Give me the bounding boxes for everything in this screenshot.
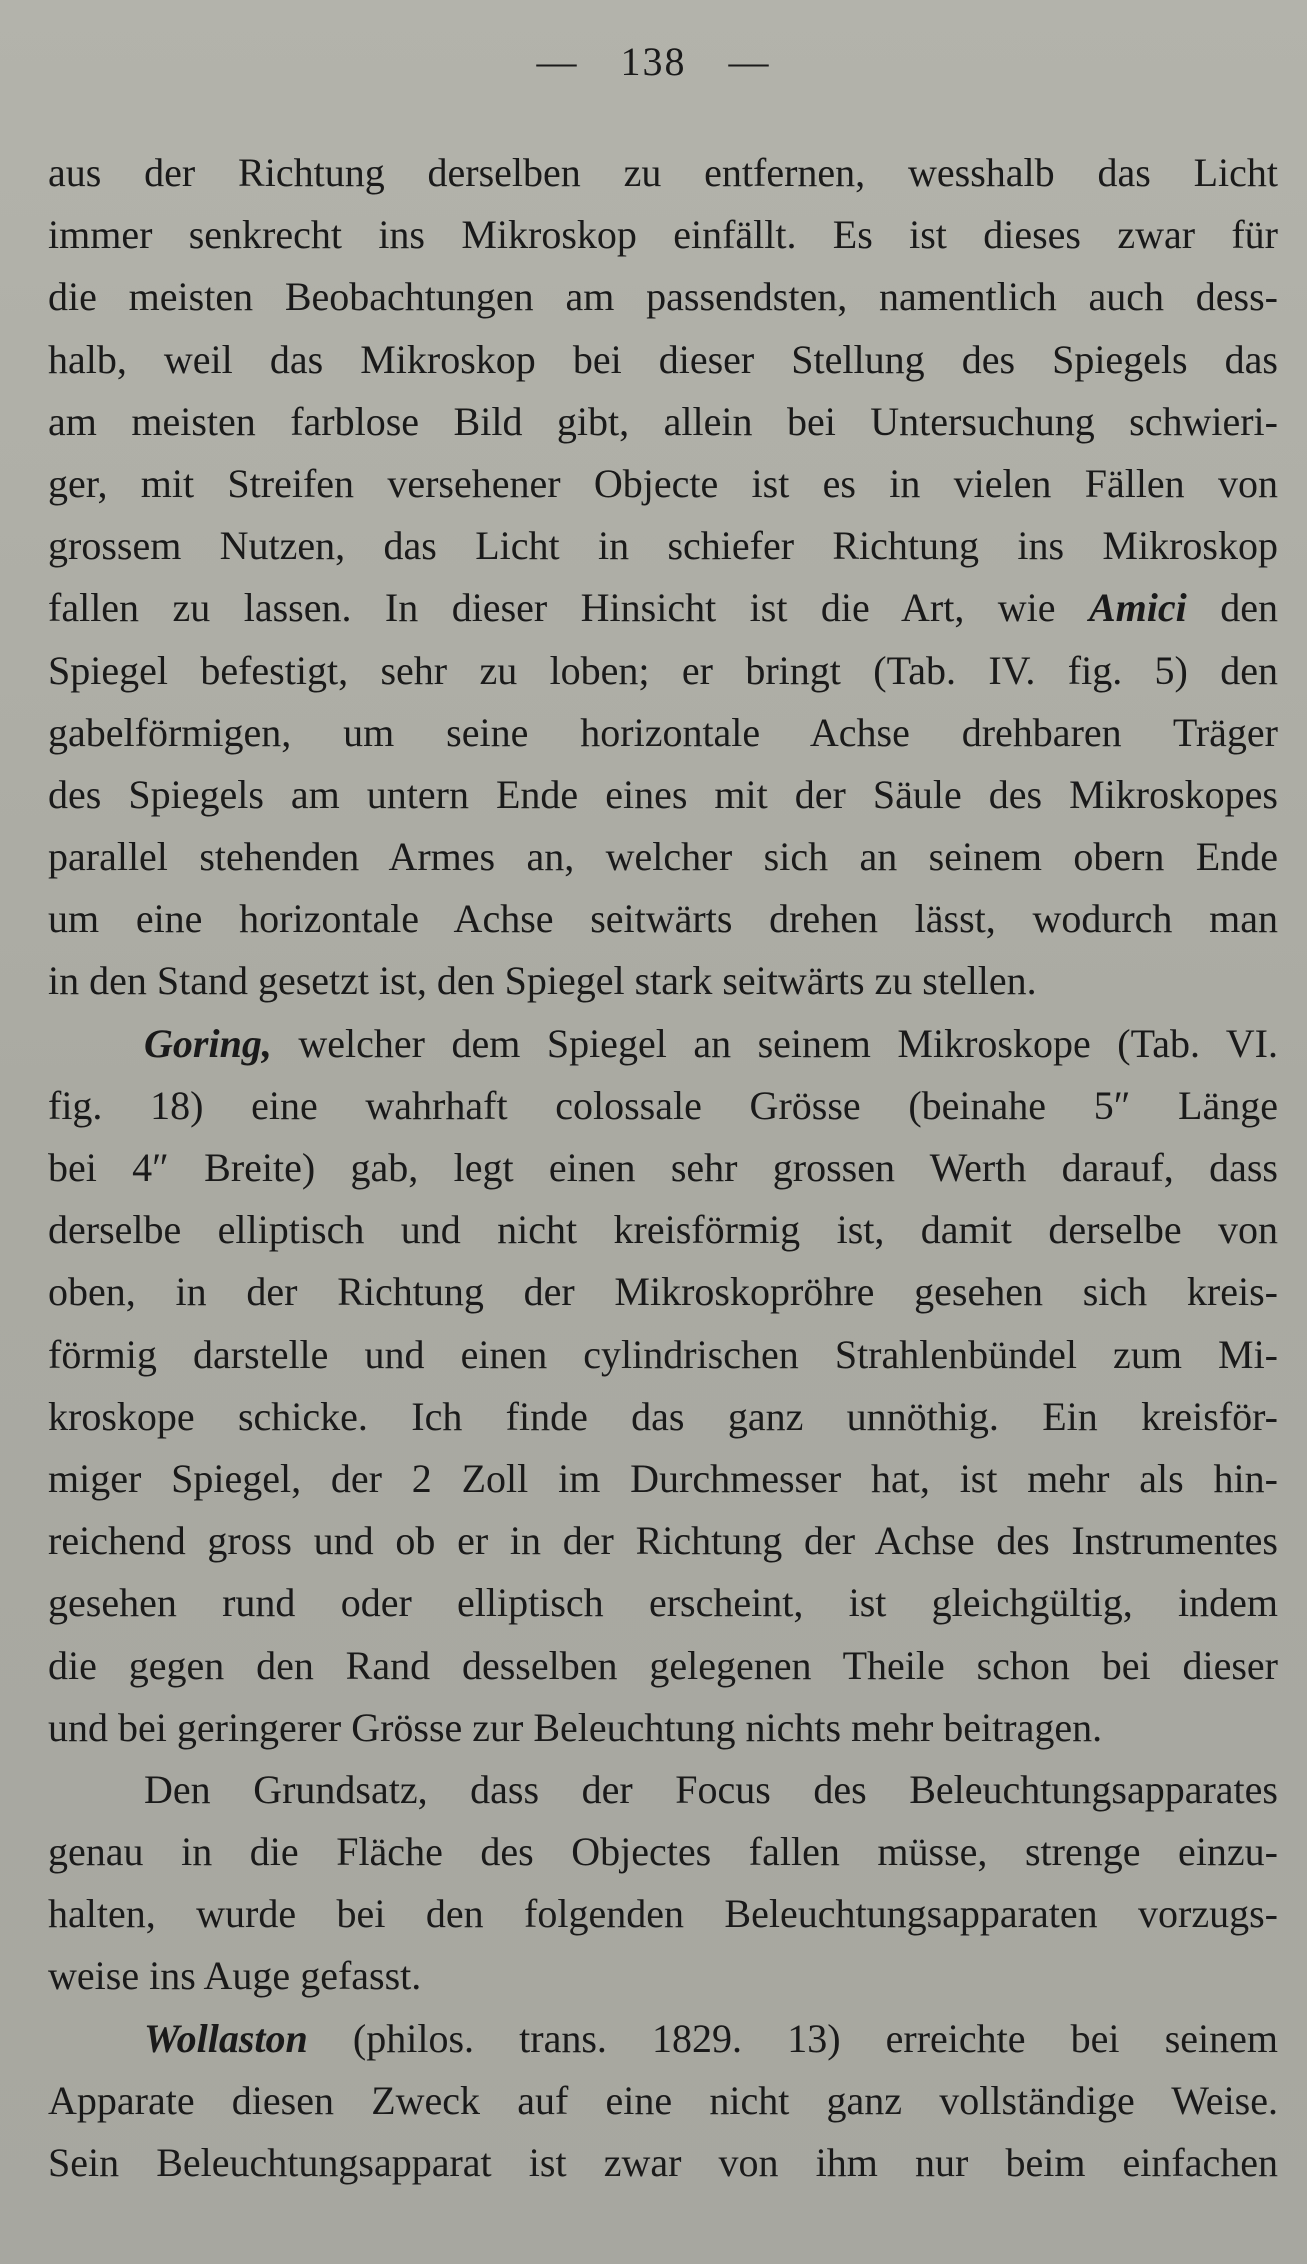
text-line [48, 2008, 1278, 2070]
page-number: 138 [620, 39, 687, 84]
text-line [48, 577, 1278, 639]
text-run: fallen zu lassen. In dieser Hinsicht ist die Art, wie [48, 585, 1089, 631]
text-line: Apparate diesen Zweck auf eine nicht ganz vollständige Weise. [48, 2077, 1278, 2123]
text-run: (philos. trans. 1829. 13) erreichte bei seinem [307, 2015, 1278, 2061]
text-line: die gegen den Rand desselben gelegenen Theile schon bei dieser [48, 1642, 1278, 1688]
text-line: Den Grundsatz, dass der Focus des Beleuchtungsapparates [144, 1766, 1278, 1812]
text-line: gabelförmigen, um seine horizontale Achse drehbaren Träger [48, 709, 1278, 755]
text-line: kroskope schicke. Ich finde das ganz unnöthig. Ein kreisför- [48, 1393, 1278, 1439]
text-line: miger Spiegel, der 2 Zoll im Durchmesser hat, ist mehr als hin- [48, 1455, 1278, 1501]
text-line: ger, mit Streifen versehener Objecte ist es in vielen Fällen von [48, 460, 1278, 506]
text-line: halb, weil das Mikroskop bei dieser Stellung des Spiegels das [48, 336, 1278, 382]
text-line: parallel stehenden Armes an, welcher sich an seinem obern Ende [48, 834, 1278, 880]
author-name: Goring, [144, 1020, 272, 1066]
text-line: fig. 18) eine wahrhaft colossale Grösse (beinahe 5″ Länge [48, 1082, 1278, 1128]
body-text [48, 142, 1278, 2194]
text-line: genau in die Fläche des Objectes fallen müsse, strenge einzu- [48, 1829, 1278, 1875]
text-line: gesehen rund oder elliptisch erscheint, ist gleichgültig, indem [48, 1580, 1278, 1626]
text-line: Sein Beleuchtungsapparat ist zwar von ihm nur beim einfachen [48, 2140, 1278, 2185]
page-header [0, 38, 1307, 85]
header-dash-right: — [728, 39, 771, 84]
text-line: grossem Nutzen, das Licht in schiefer Richtung ins Mikroskop [48, 523, 1278, 569]
text-line: reichend gross und ob er in der Richtung der Achse des Instrumentes [48, 1518, 1278, 1564]
text-line: derselbe elliptisch und nicht kreisförmig ist, damit derselbe von [48, 1207, 1278, 1253]
text-line: am meisten farblose Bild gibt, allein bei Untersuchung schwieri- [48, 398, 1278, 444]
text-line: um eine horizontale Achse seitwärts drehen lässt, wodurch man [48, 896, 1278, 942]
text-line: und bei geringerer Grösse zur Beleuchtung nichts mehr beitragen. [48, 1704, 1103, 1750]
text-run: den [1186, 585, 1278, 631]
header-dash-left: — [536, 39, 579, 84]
text-line: immer senkrecht ins Mikroskop einfällt. Es ist dieses zwar für [48, 212, 1278, 258]
text-line: weise ins Auge gefasst. [48, 1953, 422, 1999]
text-line: des Spiegels am untern Ende eines mit der Säule des Mikroskopes [48, 771, 1278, 817]
author-name: Wollaston [144, 2015, 308, 2061]
text-line: halten, wurde bei den folgenden Beleuchtungsapparaten vorzugs- [48, 1891, 1278, 1937]
text-line: oben, in der Richtung der Mikroskopröhre gesehen sich kreis- [48, 1269, 1278, 1315]
text-line [48, 1013, 1278, 1075]
text-run: welcher dem Spiegel an seinem Mikroskope (Tab. VI. [271, 1020, 1278, 1066]
text-line: bei 4″ Breite) gab, legt einen sehr grossen Werth darauf, dass [48, 1145, 1278, 1190]
text-line: förmig darstelle und einen cylindrischen Strahlenbündel zum Mi- [48, 1331, 1278, 1377]
text-line: Spiegel befestigt, sehr zu loben; er bringt (Tab. IV. fig. 5) den [48, 647, 1278, 693]
text-line: die meisten Beobachtungen am passendsten, namentlich auch dess- [48, 274, 1278, 320]
text-line: in den Stand gesetzt ist, den Spiegel stark seitwärts zu stellen. [48, 958, 1037, 1004]
text-line: aus der Richtung derselben zu entfernen, wesshalb das Licht [48, 150, 1278, 195]
author-name: Amici [1089, 585, 1187, 631]
